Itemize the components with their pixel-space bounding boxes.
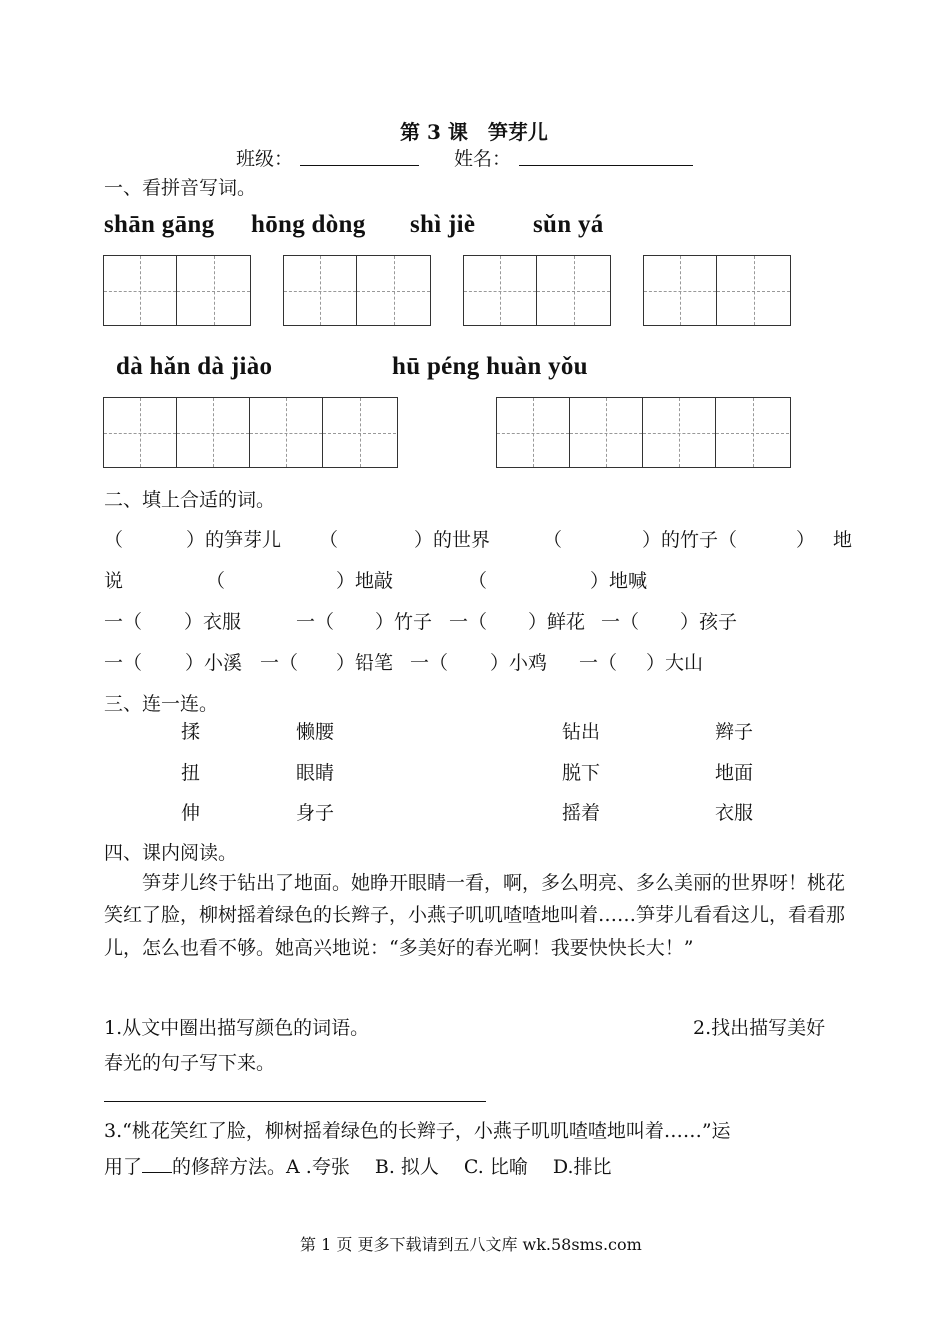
question-2-continued: 春光的句子写下来。: [104, 1052, 276, 1074]
pinyin-da-han-da-jiao: dà hǎn dà jiào: [116, 353, 273, 380]
match-right-word[interactable]: 衣服: [715, 802, 754, 824]
fill-item-text: 说: [104, 570, 124, 592]
measure-item-text: ）竹子: [375, 611, 433, 633]
fill-item-text: 地: [833, 529, 853, 551]
match-left-word[interactable]: 钻出: [562, 721, 601, 743]
section4-heading: 四、课内阅读。: [104, 842, 238, 864]
page-footer: 第 1 页 更多下载请到五八文库 wk.58sms.com: [300, 1235, 642, 1254]
question-1: 1.从文中圈出描写颜色的词语。: [104, 1017, 370, 1039]
class-label: 班级：: [236, 148, 294, 170]
answer-blank[interactable]: [142, 1154, 172, 1173]
question-2: 2.找出描写美好: [693, 1017, 826, 1039]
writing-grid-shan-gang[interactable]: [103, 255, 251, 326]
measure-item-text: ）鲜花: [528, 611, 586, 633]
section3-heading: 三、连一连。: [104, 693, 219, 715]
writing-grid-hong-dong[interactable]: [283, 255, 431, 326]
match-right-word[interactable]: 辫子: [715, 721, 754, 743]
fill-item-text: ）地敲: [336, 570, 394, 592]
match-left-word[interactable]: 脱下: [562, 762, 601, 784]
measure-paren-open: 一（: [104, 611, 143, 633]
question-3: 3.“桃花笑红了脸，柳树摇着绿色的长辫子，小燕子叽叽喳喳地叫着……”运: [104, 1120, 731, 1142]
name-field[interactable]: [519, 165, 693, 166]
page-title: 第 3 课 笋芽儿: [400, 120, 548, 144]
fill-paren-open: （: [206, 570, 226, 592]
section2-heading: 二、填上合适的词。: [104, 489, 276, 511]
pinyin-hong-dong: hōng dòng: [251, 211, 366, 238]
match-left-word[interactable]: 扭: [181, 762, 201, 784]
fill-paren-open: （: [319, 529, 339, 551]
measure-paren-open: 一（: [449, 611, 488, 633]
measure-item-text: ）孩子: [680, 611, 738, 633]
fill-paren-open: （: [468, 570, 488, 592]
measure-item-text: ）小溪: [185, 652, 243, 674]
pinyin-shi-jie: shì jiè: [410, 211, 476, 238]
fill-item-text: ）地喊: [590, 570, 648, 592]
match-left-word[interactable]: 伸: [181, 802, 201, 824]
measure-paren-open: 一（: [104, 652, 143, 674]
question-3-suffix: 的修辞方法。A .夸张 B. 拟人 C. 比喻 D.排比: [172, 1156, 612, 1178]
match-left-word[interactable]: 摇着: [562, 802, 601, 824]
question-3-options: [104, 1152, 612, 1179]
measure-paren-open: 一（: [296, 611, 335, 633]
measure-paren-open: 一（: [579, 652, 618, 674]
reading-passage: 笋芽儿终于钻出了地面。她睁开眼睛一看，啊，多么明亮、多么美丽的世界呀！桃花笑红了脸，柳树摇着绿色的长辫子，小燕子叽叽喳喳地叫着……笋芽儿看看这儿，看看那儿，怎么也看不够。她高兴地说：“多美好的春光啊！我要快快长大！”: [104, 872, 846, 959]
match-right-word[interactable]: 懒腰: [296, 721, 335, 743]
pinyin-shan-gang: shān gāng: [104, 211, 215, 238]
name-label: 姓名：: [454, 148, 512, 170]
fill-item-text: ）的世界: [414, 529, 491, 551]
measure-paren-open: 一（: [601, 611, 640, 633]
answer-line[interactable]: [104, 1101, 486, 1102]
writing-grid-sun-ya[interactable]: [643, 255, 791, 326]
fill-paren-open: （: [104, 529, 124, 551]
pinyin-hu-peng-huan-you: hū péng huàn yǒu: [392, 353, 588, 380]
section1-heading: 一、看拼音写词。: [104, 177, 257, 199]
match-right-word[interactable]: 眼睛: [296, 762, 335, 784]
measure-item-text: ）大山: [646, 652, 704, 674]
question-3-prefix: 用了: [104, 1156, 143, 1178]
fill-paren-close: ）: [796, 529, 816, 551]
measure-paren-open: 一（: [260, 652, 299, 674]
match-right-word[interactable]: 身子: [296, 802, 335, 824]
writing-grid-hu-peng-huan-you[interactable]: [496, 397, 791, 468]
pinyin-sun-ya: sǔn yá: [533, 211, 604, 238]
writing-grid-shi-jie[interactable]: [463, 255, 611, 326]
match-left-word[interactable]: 揉: [181, 721, 201, 743]
fill-paren-open: （: [543, 529, 563, 551]
class-field[interactable]: [300, 165, 419, 166]
measure-item-text: ）铅笔: [336, 652, 394, 674]
measure-item-text: ）小鸡: [490, 652, 548, 674]
measure-item-text: ）衣服: [184, 611, 242, 633]
measure-paren-open: 一（: [410, 652, 449, 674]
fill-item-text: ）的竹子（: [642, 529, 738, 551]
writing-grid-da-han-da-jiao[interactable]: [103, 397, 398, 468]
fill-item-text: ）的笋芽儿: [186, 529, 282, 551]
match-right-word[interactable]: 地面: [715, 762, 754, 784]
